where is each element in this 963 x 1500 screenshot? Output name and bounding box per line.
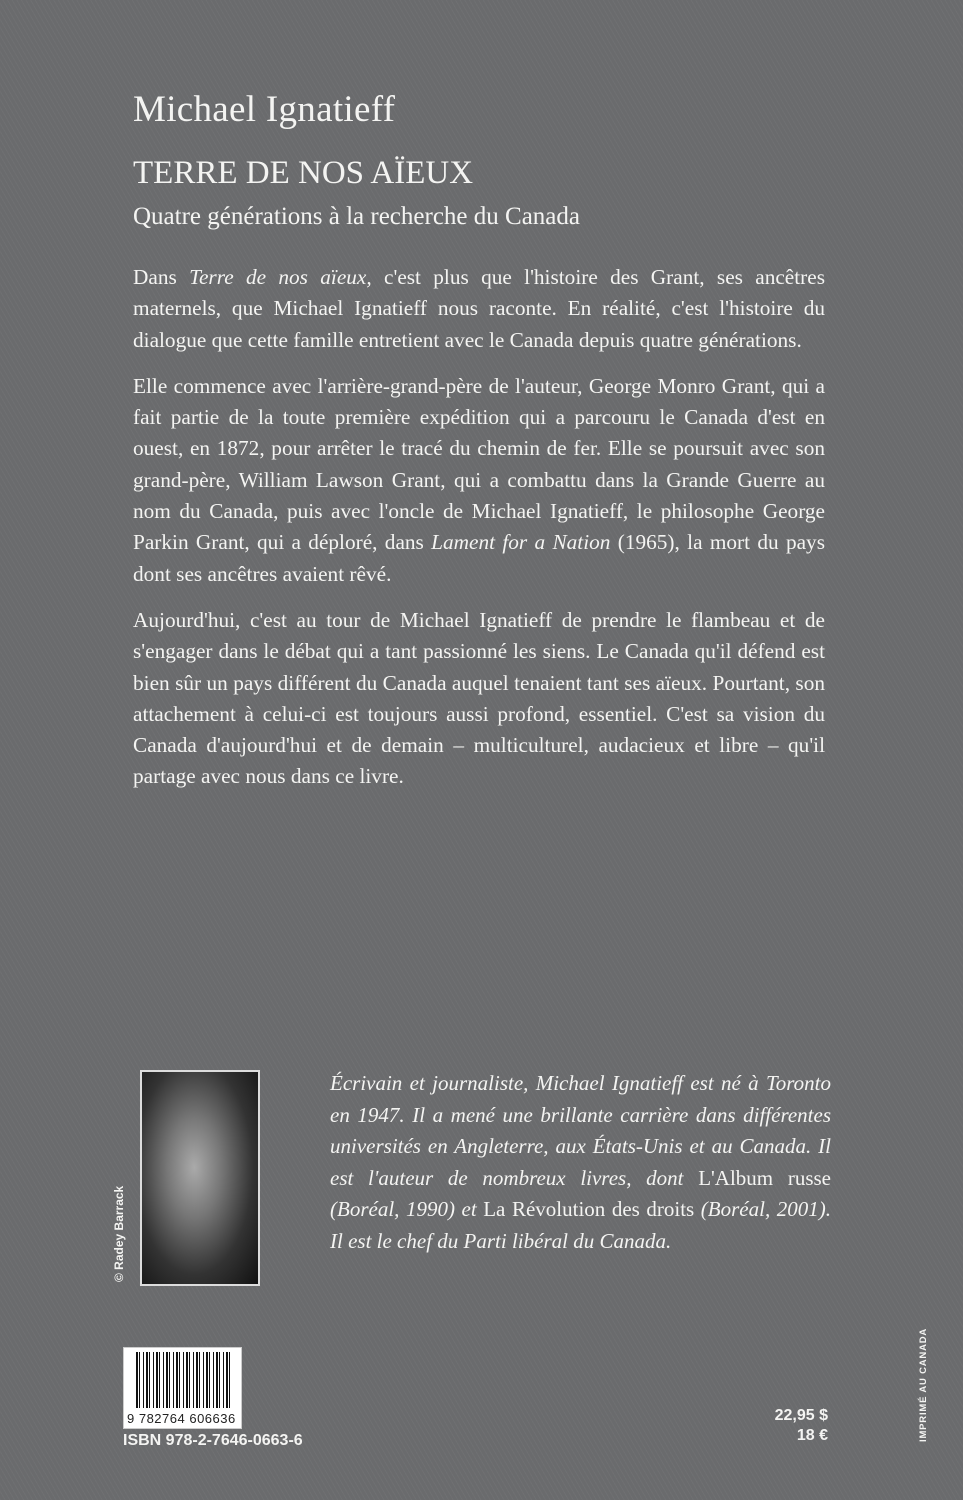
book-title-italic: Terre de nos aïeux, [189, 265, 372, 289]
book-title: TERRE DE NOS AÏEUX [133, 155, 474, 191]
book-title-italic: Lament for a Nation [431, 530, 611, 555]
text: c'est plus que l'histoire des Grant, ses ancêtres maternels, que Michael Ignatieff nous raconte. En réalité, c'est l'histoire du dialogue que cette famille entretient avec le Canada depuis quatre générations. [133, 265, 825, 352]
barcode-bars [136, 1352, 232, 1408]
author-bio [330, 1068, 831, 1257]
printed-in-canada: IMPRIMÉ AU CANADA [918, 1327, 929, 1442]
blurb-paragraph-3 [133, 605, 825, 793]
barcode-digits: 9 782764 606636 [127, 1411, 236, 1426]
author-photo [140, 1070, 260, 1286]
price-cad: 22,95 $ [774, 1407, 828, 1424]
barcode [123, 1347, 242, 1429]
book-subtitle: Quatre générations à la recherche du Canada [133, 203, 580, 230]
text: (Boréal, 1990) et [330, 1197, 484, 1221]
book-title: La Révolution des droits [483, 1197, 695, 1221]
isbn: ISBN 978-2-7646-0663-6 [123, 1432, 303, 1449]
blurb-paragraph-1 [133, 262, 825, 356]
text: Aujourd'hui, c'est au tour de Michael Ignatieff de prendre le flambeau et de s'engager dans le débat qui a tant passionné les siens. Le Canada qu'il défend est bien sûr un pays différent du Canada auquel tenaient tant ses aïeux. Pourtant, son attachement à celui-ci est toujours aussi profond, essentiel. C'est sa vision du Canada d'aujourd'hui et de demain – multiculturel, audacieux et libre – qu'il partage avec nous dans ce livre. [133, 607, 825, 789]
author-name: Michael Ignatieff [133, 89, 396, 130]
blurb-paragraph-2 [133, 371, 825, 590]
photo-credit: © Radey Barrack [112, 1185, 126, 1282]
text: (Boréal, 2001). Il est le chef du Parti libéral du Canada. [330, 1197, 831, 1253]
price-eur: 18 € [796, 1427, 828, 1444]
text: Dans [133, 265, 190, 289]
text: Écrivain et journaliste, Michael Ignatieff est né à Toronto en 1947. Il a mené une brillante carrière dans différentes universités en Angleterre, aux États-Unis et au Canada. Il est l'auteur de nombreux livres, dont [330, 1071, 831, 1190]
text: (1965), la mort du pays dont ses ancêtres avaient rêvé. [133, 530, 825, 586]
text: Elle commence avec l'arrière-grand-père de l'auteur, George Monro Grant, qui a fait partie de la toute première expédition qui a parcouru le Canada d'est en ouest, en 1872, pour arrêter le tracé du chemin de fer. Elle se poursuit avec son grand-père, William Lawson Grant, qui a combattu dans la Grande Guerre au nom du Canada, puis avec l'oncle de Michael Ignatieff, le philosophe George Parkin Grant, qui a déploré, dans [133, 373, 825, 555]
blurb [133, 262, 825, 808]
book-title: L'Album russe [698, 1165, 831, 1190]
